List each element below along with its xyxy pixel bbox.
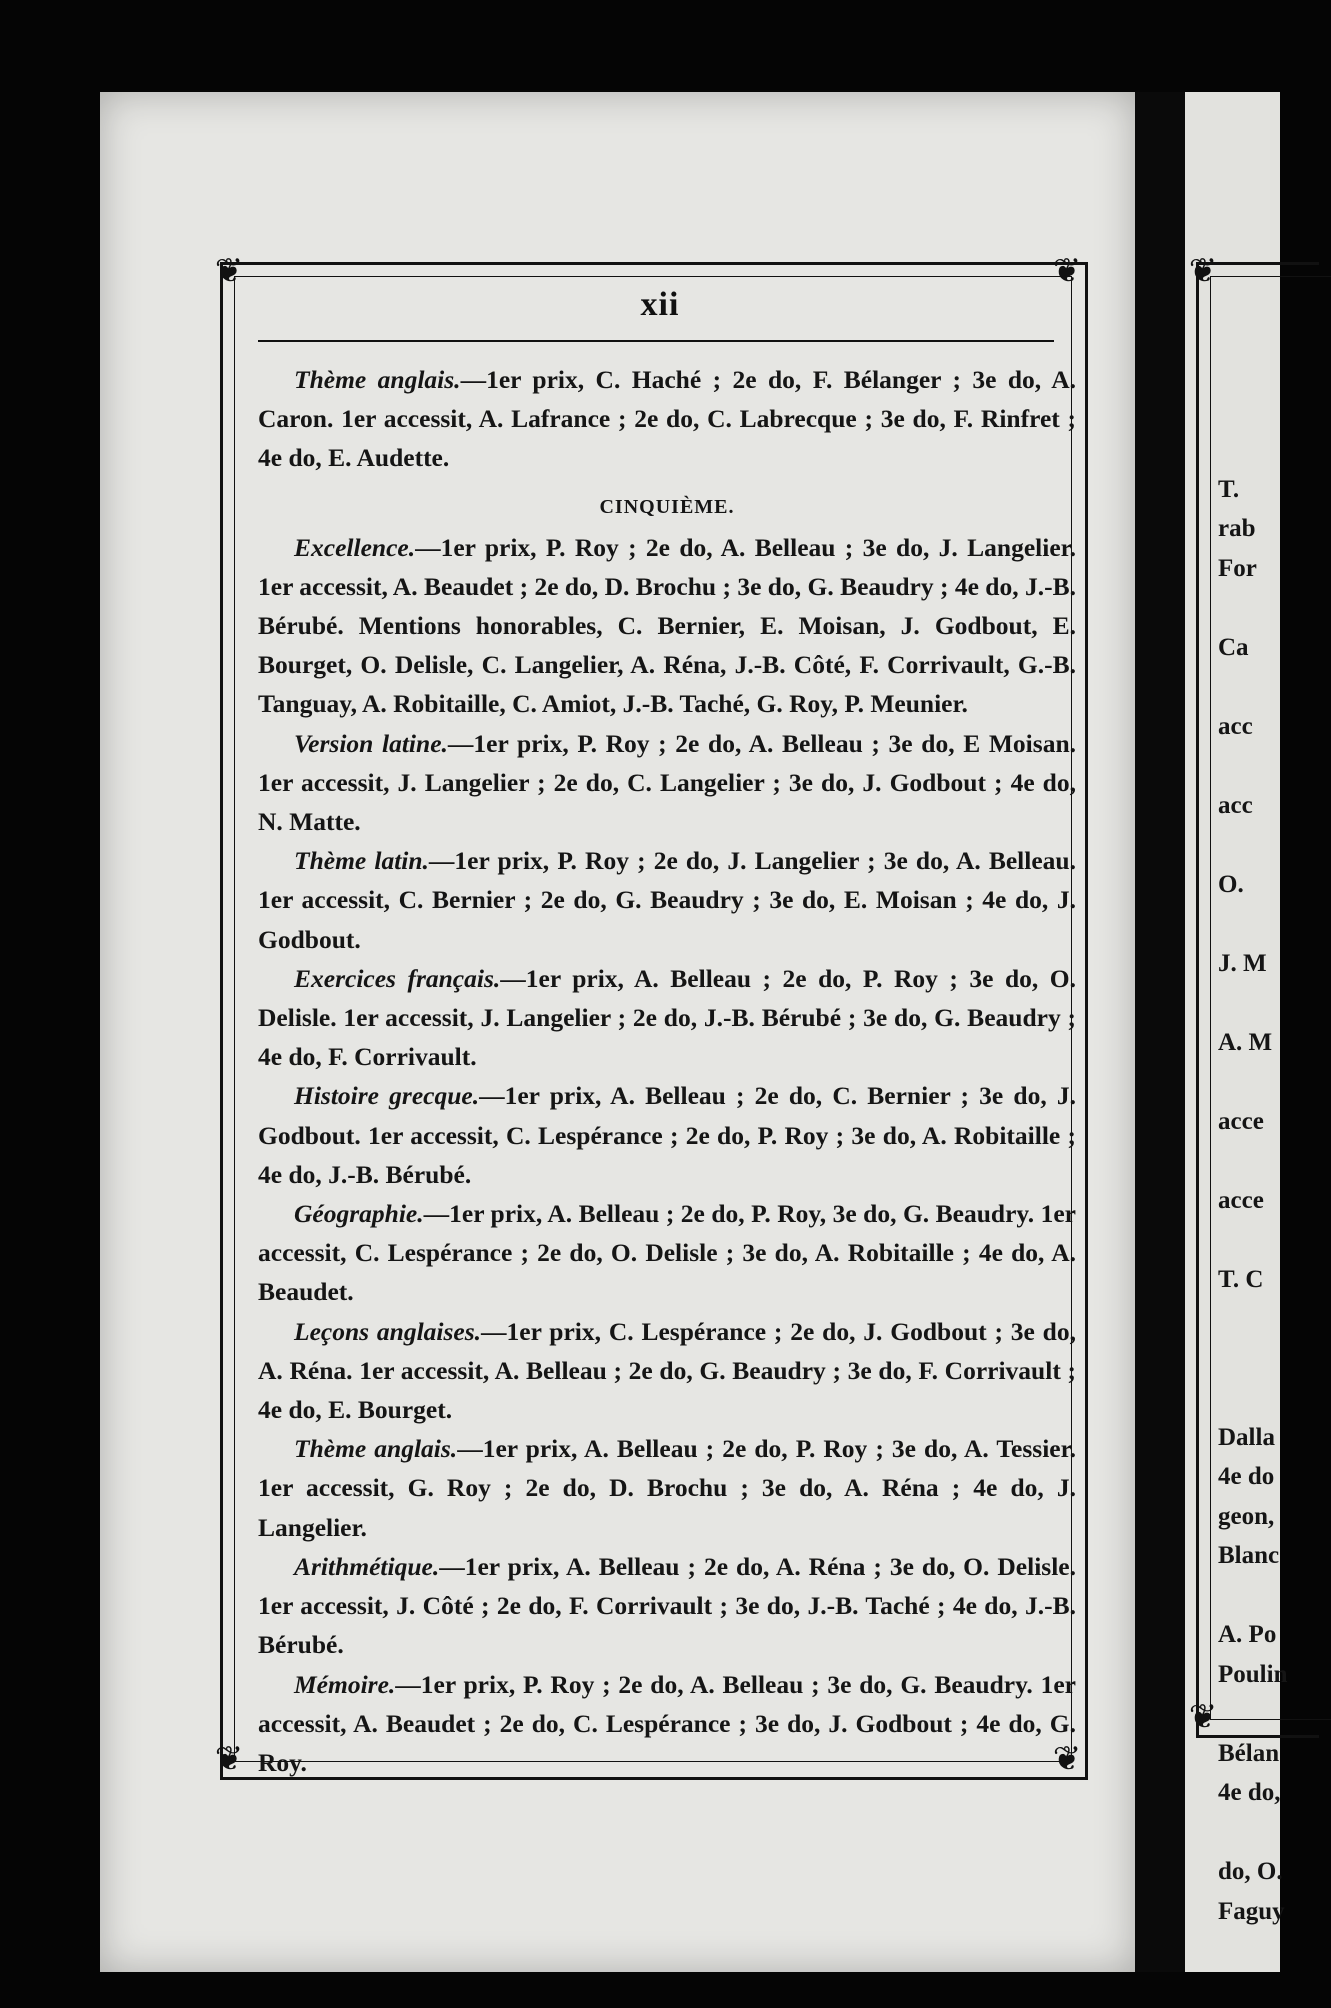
adjacent-page-line bbox=[1218, 1576, 1280, 1616]
adjacent-page-line bbox=[1218, 588, 1280, 628]
adjacent-page-line bbox=[1218, 983, 1280, 1023]
prize-paragraph bbox=[258, 360, 1076, 478]
corner-ornament-icon: ❦ bbox=[214, 1739, 244, 1779]
prize-winners: —1er prix, C. Haché ; 2e do, F. Bélanger ; 3e do, A. Caron. 1er accessit, A. Lafrance ; 2e do, C. Labrecque ; 3e do, F. Rinfret ; 4e do, E. Audette. bbox=[258, 365, 1076, 473]
adjacent-page-line: Poulin bbox=[1218, 1660, 1288, 1688]
adjacent-page-line: Faguy bbox=[1218, 1897, 1285, 1925]
adjacent-page-line bbox=[1218, 1299, 1280, 1339]
page-number: xii bbox=[640, 286, 680, 323]
book-gutter bbox=[1135, 92, 1185, 1972]
prize-paragraph bbox=[258, 1312, 1076, 1430]
prize-winners: —1er prix, P. Roy ; 2e do, A. Belleau ; 3e do, J. Langelier. 1er accessit, A. Beaudet ; 2e do, D. Brochu ; 3e do, G. Beaudry ; 4e do, J.-B. Bérubé. Mentions honorables, C. Bernier, E. Moisan, J. Godbout, E. Bourget, O. Delisle, C. Langelier, A. Réna, J.-B. Côté, F. Corrivault, G.-B. Tanguay, A. Robitaille, C. Amiot, J.-B. Taché, G. Roy, P. Meunier. bbox=[258, 532, 1076, 719]
adjacent-page-line bbox=[1218, 430, 1280, 470]
adjacent-page-line: rab bbox=[1218, 515, 1256, 542]
adjacent-page-line: Dalla bbox=[1218, 1423, 1275, 1451]
adjacent-page-line: acce bbox=[1218, 1107, 1264, 1135]
adjacent-page-line bbox=[1218, 1813, 1280, 1853]
adjacent-page-line bbox=[1218, 1339, 1280, 1379]
prize-paragraph bbox=[258, 841, 1076, 959]
prize-winners: —1er prix, C. Lespérance ; 2e do, J. Godbout ; 3e do, A. Réna. 1er accessit, A. Belleau ; 2e do, G. Beaudry ; 3e do, F. Corrivault ; 4e do, E. Bourget. bbox=[258, 1316, 1076, 1425]
subject-name: Géographie. bbox=[294, 1199, 424, 1229]
adjacent-page-line: 4e do, bbox=[1218, 1779, 1281, 1806]
adjacent-page-line bbox=[1218, 1694, 1280, 1734]
adjacent-page-line bbox=[1218, 904, 1280, 944]
adjacent-page-line: Ca bbox=[1218, 633, 1249, 661]
adjacent-page-line bbox=[1218, 1141, 1280, 1181]
section-heading: CINQUIÈME. bbox=[599, 495, 735, 518]
adjacent-page-line: acc bbox=[1218, 791, 1253, 819]
prize-paragraph bbox=[258, 959, 1076, 1077]
adjacent-page-line: For bbox=[1218, 554, 1257, 582]
prize-paragraph bbox=[258, 1665, 1076, 1783]
prize-paragraph bbox=[258, 1076, 1076, 1194]
prize-winners: —1er prix, A. Belleau ; 2e do, P. Roy ; 3e do, A. Tessier. 1er accessit, G. Roy ; 2e do, D. Brochu ; 3e do, A. Réna ; 4e do, J. Langelier. bbox=[258, 1434, 1076, 1542]
adjacent-page-line: 4e do bbox=[1218, 1463, 1275, 1490]
adjacent-page-line: O. bbox=[1218, 870, 1244, 898]
adjacent-page-line bbox=[1218, 667, 1280, 707]
subject-name: Mémoire. bbox=[294, 1669, 396, 1699]
adjacent-page-line: T. C bbox=[1218, 1265, 1264, 1293]
prize-winners: —1er prix, A. Belleau ; 2e do, A. Réna ; 3e do, O. Delisle. 1er accessit, J. Côté ; 2e do, F. Corrivault ; 3e do, J.-B. Taché ; 4e do, J.-B. Bérubé. bbox=[258, 1551, 1076, 1660]
subject-name: Thème latin. bbox=[294, 846, 429, 876]
corner-ornament-icon: ❦ bbox=[1188, 251, 1218, 291]
prize-list-text bbox=[258, 360, 1076, 1782]
subject-name: Version latine. bbox=[294, 728, 448, 758]
adjacent-page-line: J. M bbox=[1218, 949, 1267, 977]
adjacent-page-line: A. M bbox=[1218, 1028, 1273, 1056]
adjacent-page-text bbox=[1218, 430, 1288, 1931]
prize-winners: —1er prix, P. Roy ; 2e do, J. Langelier ; 3e do, A. Belleau. 1er accessit, C. Bernier ; 2e do, G. Beaudry ; 3e do, E. Moisan ; 4e do, J. Godbout. bbox=[258, 846, 1076, 954]
adjacent-page-line: A. Po bbox=[1218, 1621, 1277, 1648]
adjacent-page-line bbox=[1218, 1378, 1280, 1418]
subject-name: Excellence. bbox=[294, 532, 416, 562]
subject-name: Thème anglais. bbox=[294, 1434, 458, 1464]
prize-paragraph bbox=[258, 1429, 1076, 1547]
adjacent-page-line bbox=[1218, 746, 1280, 786]
prize-winners: —1er prix, A. Belleau ; 2e do, C. Bernier ; 3e do, J. Godbout. 1er accessit, C. Lespérance ; 2e do, P. Roy ; 3e do, A. Robitaille ; 4e do, J.-B. Bérubé. bbox=[258, 1081, 1076, 1189]
corner-ornament-icon: ❦ bbox=[1052, 251, 1082, 291]
adjacent-page-line: geon, bbox=[1218, 1502, 1275, 1530]
adjacent-page-line: acce bbox=[1218, 1186, 1264, 1214]
prize-winners: —1er prix, A. Belleau ; 2e do, P. Roy ; 3e do, O. Delisle. 1er accessit, J. Langelier ; 2e do, J.-B. Bérubé ; 3e do, G. Beaudry ; 4e do, F. Corrivault. bbox=[258, 963, 1076, 1072]
adjacent-page-line: do, O. bbox=[1218, 1858, 1283, 1885]
prize-paragraph bbox=[258, 1194, 1076, 1312]
prize-winners: —1er prix, P. Roy ; 2e do, A. Belleau ; 3e do, G. Beaudry. 1er accessit, A. Beaudet ; 2e do, C. Lespérance ; 3e do, J. Godbout ; 4e do, G. Roy. bbox=[258, 1669, 1076, 1777]
subject-name: Thème anglais. bbox=[294, 365, 461, 394]
adjacent-page-line bbox=[1218, 1062, 1280, 1102]
prize-paragraph bbox=[258, 528, 1076, 724]
adjacent-page-line bbox=[1218, 1220, 1280, 1260]
adjacent-page-line: Blanc bbox=[1218, 1542, 1280, 1569]
adjacent-page-line: Bélan bbox=[1218, 1739, 1280, 1767]
corner-ornament-icon: ❦ bbox=[1188, 1697, 1218, 1737]
prize-paragraph bbox=[258, 724, 1076, 842]
subject-name: Arithmétique. bbox=[294, 1551, 440, 1581]
header-rule bbox=[258, 340, 1054, 342]
corner-ornament-icon: ❦ bbox=[1052, 1739, 1082, 1779]
adjacent-page-line: T. bbox=[1218, 475, 1240, 503]
prize-winners: —1er prix, A. Belleau ; 2e do, P. Roy, 3e do, G. Beaudry. 1er accessit, C. Lespérance ; 2e do, O. Delisle ; 3e do, A. Robitaille ; 4e do, A. Beaudet. bbox=[258, 1199, 1076, 1307]
adjacent-page-line bbox=[1218, 825, 1280, 865]
subject-name: Leçons anglaises. bbox=[294, 1316, 482, 1346]
subject-name: Exercices français. bbox=[294, 963, 501, 993]
prize-paragraph bbox=[258, 1547, 1076, 1665]
corner-ornament-icon: ❦ bbox=[214, 251, 244, 291]
adjacent-page-line: acc bbox=[1218, 712, 1253, 740]
subject-name: Histoire grecque. bbox=[294, 1081, 480, 1111]
prize-winners: —1er prix, P. Roy ; 2e do, A. Belleau ; 3e do, E Moisan. 1er accessit, J. Langelier ; 2e do, C. Langelier ; 3e do, J. Godbout ; 4e do, N. Matte. bbox=[258, 728, 1077, 837]
